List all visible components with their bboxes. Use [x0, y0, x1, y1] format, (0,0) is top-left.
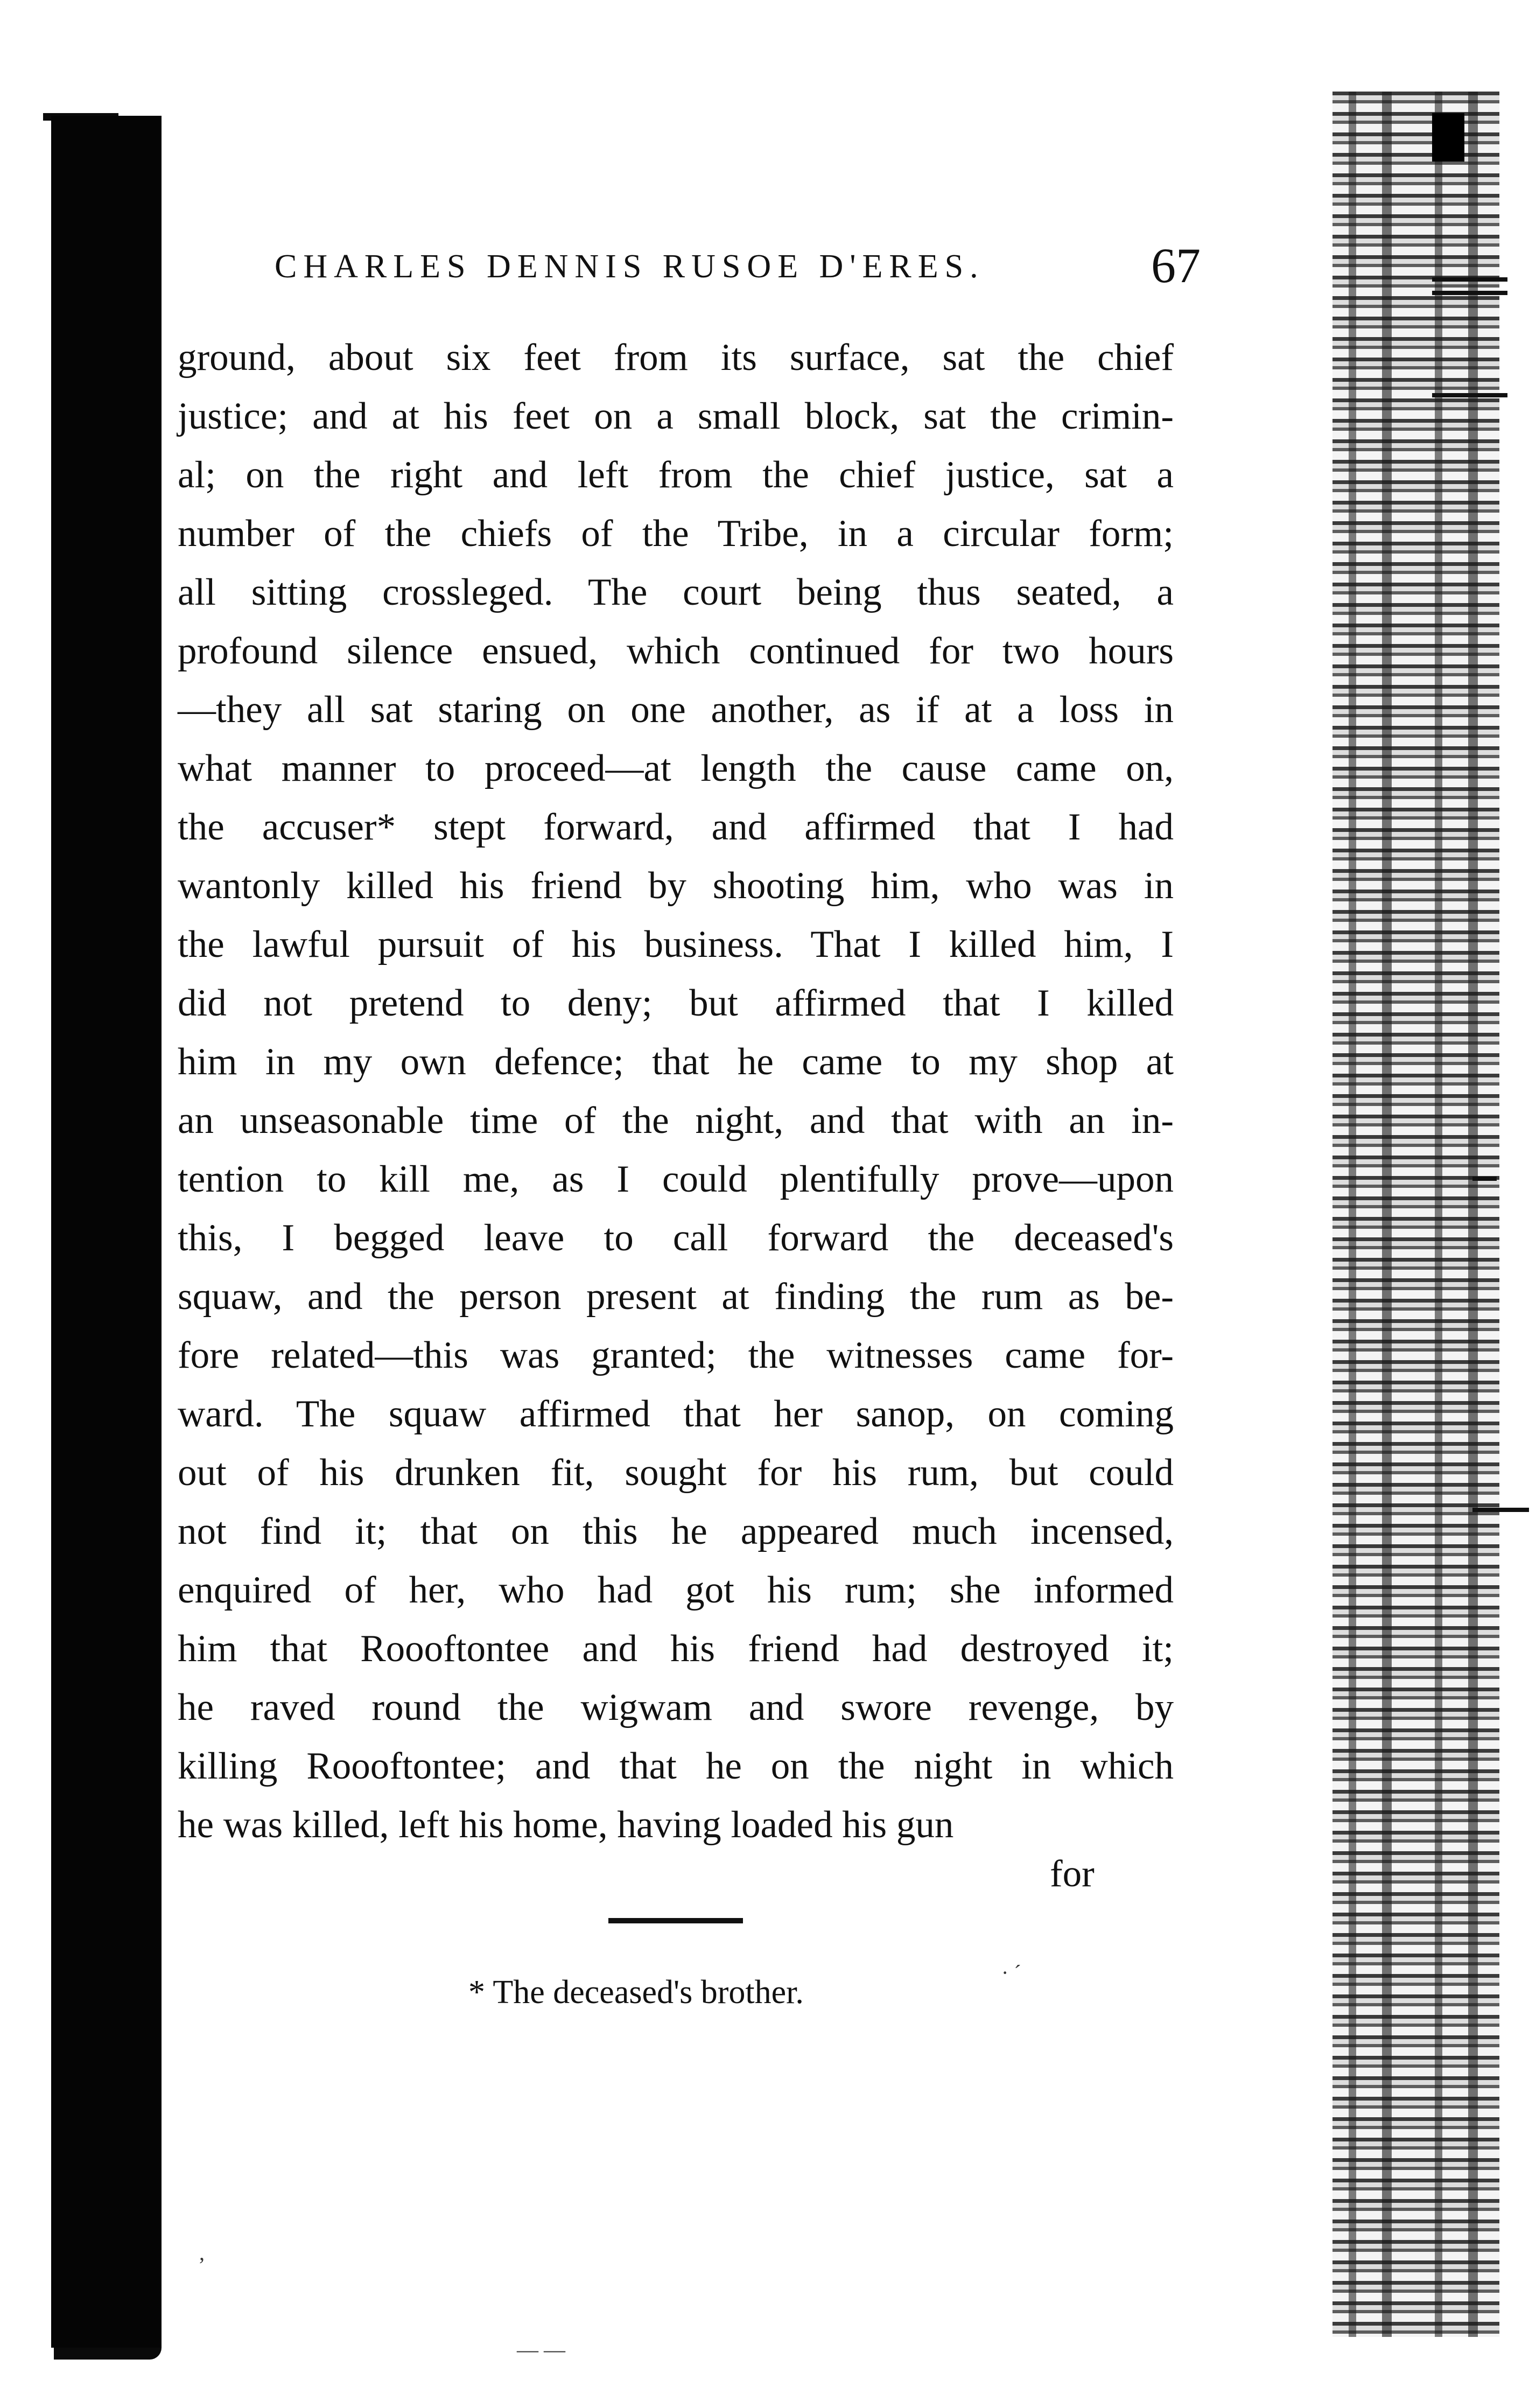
text-line: ground, about six feet from its surface, sat the chief: [178, 337, 1174, 379]
body-text: [178, 328, 1174, 1854]
page-edge-dash: [1472, 1177, 1497, 1181]
text-line: him in my own defence; that he came to my shop at: [178, 1041, 1174, 1083]
page-edge-dash: [1432, 393, 1507, 397]
running-head: [275, 237, 1201, 296]
text-line: justice; and at his feet on a small block, sat the crimin-: [178, 395, 1174, 437]
text-line: the lawful pursuit of his business. That I killed him, I: [178, 923, 1174, 965]
running-title: CHARLES DENNIS RUSOE D'ERES.: [275, 248, 985, 285]
text-line: this, I begged leave to call forward the deceased's: [178, 1217, 1174, 1259]
text-line: squaw, and the person present at finding the rum as be-: [178, 1276, 1174, 1318]
text-line: out of his drunken fit, sought for his rum, but could: [178, 1452, 1174, 1494]
text-line: what manner to proceed—at length the cause came on,: [178, 747, 1174, 789]
ink-speck: — —: [517, 2337, 565, 2362]
text-line: ward. The squaw affirmed that her sanop, on coming: [178, 1393, 1174, 1435]
text-line: he raved round the wigwam and swore revenge, by: [178, 1686, 1174, 1728]
text-line: number of the chiefs of the Tribe, in a circular form;: [178, 513, 1174, 555]
text-line: an unseasonable time of the night, and that with an in-: [178, 1100, 1174, 1142]
page-edge-dash: [1432, 291, 1507, 295]
catchword: for: [1050, 1853, 1095, 1895]
ink-speck: ,: [199, 2241, 205, 2265]
binding-edge-bottom: [54, 2348, 162, 2360]
text-line: him that Roooftontee and his friend had destroyed it;: [178, 1628, 1174, 1670]
page-edge-dash: [1432, 277, 1507, 282]
text-line: not find it; that on this he appeared much incensed,: [178, 1510, 1174, 1552]
text-line: did not pretend to deny; but affirmed that I killed: [178, 982, 1174, 1024]
page-edge-dash: [1472, 1508, 1529, 1512]
text-line: all sitting crossleged. The court being thus seated, a: [178, 571, 1174, 613]
text-line: enquired of her, who had got his rum; she informed: [178, 1569, 1174, 1611]
text-line: tention to kill me, as I could plentifully prove—upon: [178, 1158, 1174, 1200]
text-line: al; on the right and left from the chief justice, sat a: [178, 454, 1174, 496]
text-line: fore related—this was granted; the witnesses came for-: [178, 1334, 1174, 1376]
footnote-rule: [608, 1918, 743, 1923]
text-line: wantonly killed his friend by shooting him, who was in: [178, 865, 1174, 907]
text-line: killing Roooftontee; and that he on the night in which: [178, 1745, 1174, 1787]
binding-shadow: [51, 116, 162, 2348]
text-line: the accuser* stept forward, and affirmed that I had: [178, 806, 1174, 848]
text-line: profound silence ensued, which continued for two hours: [178, 630, 1174, 672]
text-line: —they all sat staring on one another, as if at a loss in: [178, 689, 1174, 731]
page-edge-mark: [1432, 113, 1464, 162]
page-edge-shadow: [1332, 92, 1499, 2337]
page-number: 67: [1151, 238, 1201, 293]
text-line: he was killed, left his home, having loaded his gun: [178, 1804, 954, 1846]
ink-speck: · ´: [1001, 1961, 1021, 1985]
footnote: * The deceased's brother.: [468, 1974, 804, 2011]
